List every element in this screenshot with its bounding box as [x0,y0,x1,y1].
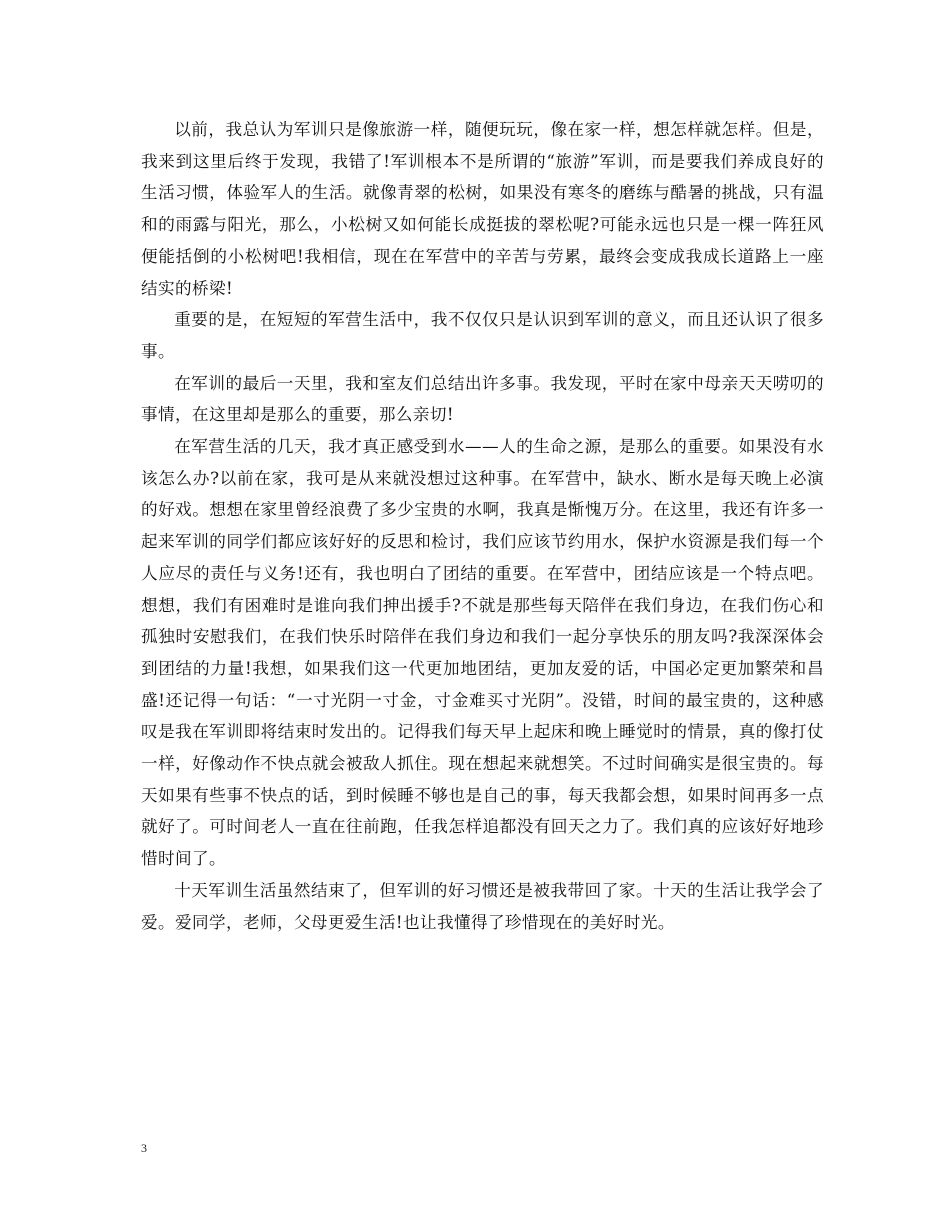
paragraph-3: 在军训的最后一天里，我和室友们总结出许多事。我发现，平时在家中母亲天天唠叨的事情，在这里却是那么的重要，那么亲切! [141,373,824,425]
paragraph-4: 在军营生活的几天，我才真正感受到水——人的生命之源，是那么的重要。如果没有水该怎么办?以前在家，我可是从来就没想过这种事。在军营中，缺水、断水是每天晚上必演的好戏。想想在家里曾经浪费了多少宝贵的水啊，我真是惭愧万分。在这里，我还有许多一起来军训的同学们都应该好好的反思和检讨，我们应该节约用水，保护水资源是我们每一个人应尽的责任与义务!还有，我也明白了团结的重要。在军营中，团结应该是一个特点吧。想想，我们有困难时是谁向我们抻出援手?不就是那些每天陪伴在我们身边，在我们伤心和孤独时安慰我们，在我们快乐时陪伴在我们身边和我们一起分享快乐的朋友吗?我深深体会到团结的力量!我想，如果我们这一代更加地团结，更加友爱的话，中国必定更加繁荣和昌盛!还记得一句话：“一寸光阴一寸金，寸金难买寸光阴”。没错，时间的最宝贵的，这种感叹是我在军训即将结束时发出的。记得我们每天早上起床和晚上睡觉时的情景，真的像打仗一样，好像动作不快点就会被敌人抓住。现在想起来就想笑。不过时间确实是很宝贵的。每天如果有些事不快点的话，到时候睡不够也是自己的事，每天我都会想，如果时间再多一点就好了。可时间老人一直在往前跑，任我怎样追都没有回天之力了。我们真的应该好好地珍惜时间了。 [141,437,824,869]
page-number: 3 [141,1141,147,1155]
paragraph-5: 十天军训生活虽然结束了，但军训的好习惯还是被我带回了家。十天的生活让我学会了爱。爱同学，老师，父母更爱生活!也让我懂得了珍惜现在的美好时光。 [141,880,824,932]
paragraph-2: 重要的是，在短短的军营生活中，我不仅仅只是认识到军训的意义，而且还认识了很多事。 [141,310,824,361]
document-body [141,114,824,938]
paragraph-1: 以前，我总认为军训只是像旅游一样，随便玩玩，像在家一样，想怎样就怎样。但是，我来到这里后终于发现，我错了!军训根本不是所谓的“旅游”军训，而是要我们养成良好的生活习惯，体验军人的生活。就像青翠的松树，如果没有寒冬的磨练与酷暑的挑战，只有温和的雨露与阳光，那么，小松树又如何能长成挺拔的翠松呢?可能永远也只是一棵一阵狂风便能括倒的小松树吧!我相信，现在在军营中的辛苦与劳累，最终会变成我成长道路上一座结实的桥梁! [141,120,824,298]
